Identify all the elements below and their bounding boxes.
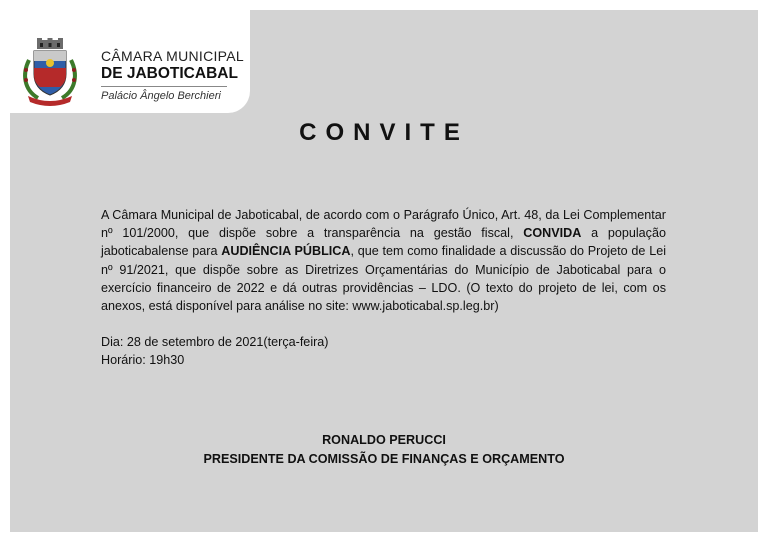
org-name-line1: CÂMARA MUNICIPAL (101, 48, 245, 64)
org-name-line2: DE JABOTICABAL (101, 65, 238, 82)
body-convida-bold: CONVIDA (523, 226, 582, 241)
org-palace-name: Palácio Ângelo Berchieri (101, 90, 221, 102)
invitation-body (101, 206, 666, 315)
body-text-part1: A Câmara Municipal de Jaboticabal, de acordo com o Parágrafo Único, Art. 48, da Lei Complementar nº 101/2000, que dispõe sobre a transparência na gestão fiscal, (101, 208, 666, 241)
body-text-part3: , que tem como finalidade a discussão do Projeto de Lei nº 91/2021, que dispõe sobre as Diretrizes Orçamentárias do Município de Jaboticabal para o exercício financeiro de 2022 e dá outras providências – LDO. (O texto do projeto de lei, com os anexos, está disponível para análise no site: www.jaboticabal.sp.leg.br) (101, 244, 666, 314)
coat-of-arms-icon (20, 38, 80, 106)
header-divider (101, 86, 227, 87)
signatory-role: PRESIDENTE DA COMISSÃO DE FINANÇAS E ORÇAMENTO (203, 452, 565, 466)
signatory-name: RONALDO PERUCCI (322, 433, 446, 447)
header-logo-tab (10, 10, 250, 113)
event-time: Horário: 19h30 (101, 353, 185, 367)
event-date: Dia: 28 de setembro de 2021(terça-feira) (101, 335, 329, 349)
invitation-title: CONVITE (299, 119, 469, 146)
body-text-part2: a população jaboticabalense para (101, 226, 666, 259)
body-audiencia-bold: AUDIÊNCIA PÚBLICA (221, 244, 351, 259)
